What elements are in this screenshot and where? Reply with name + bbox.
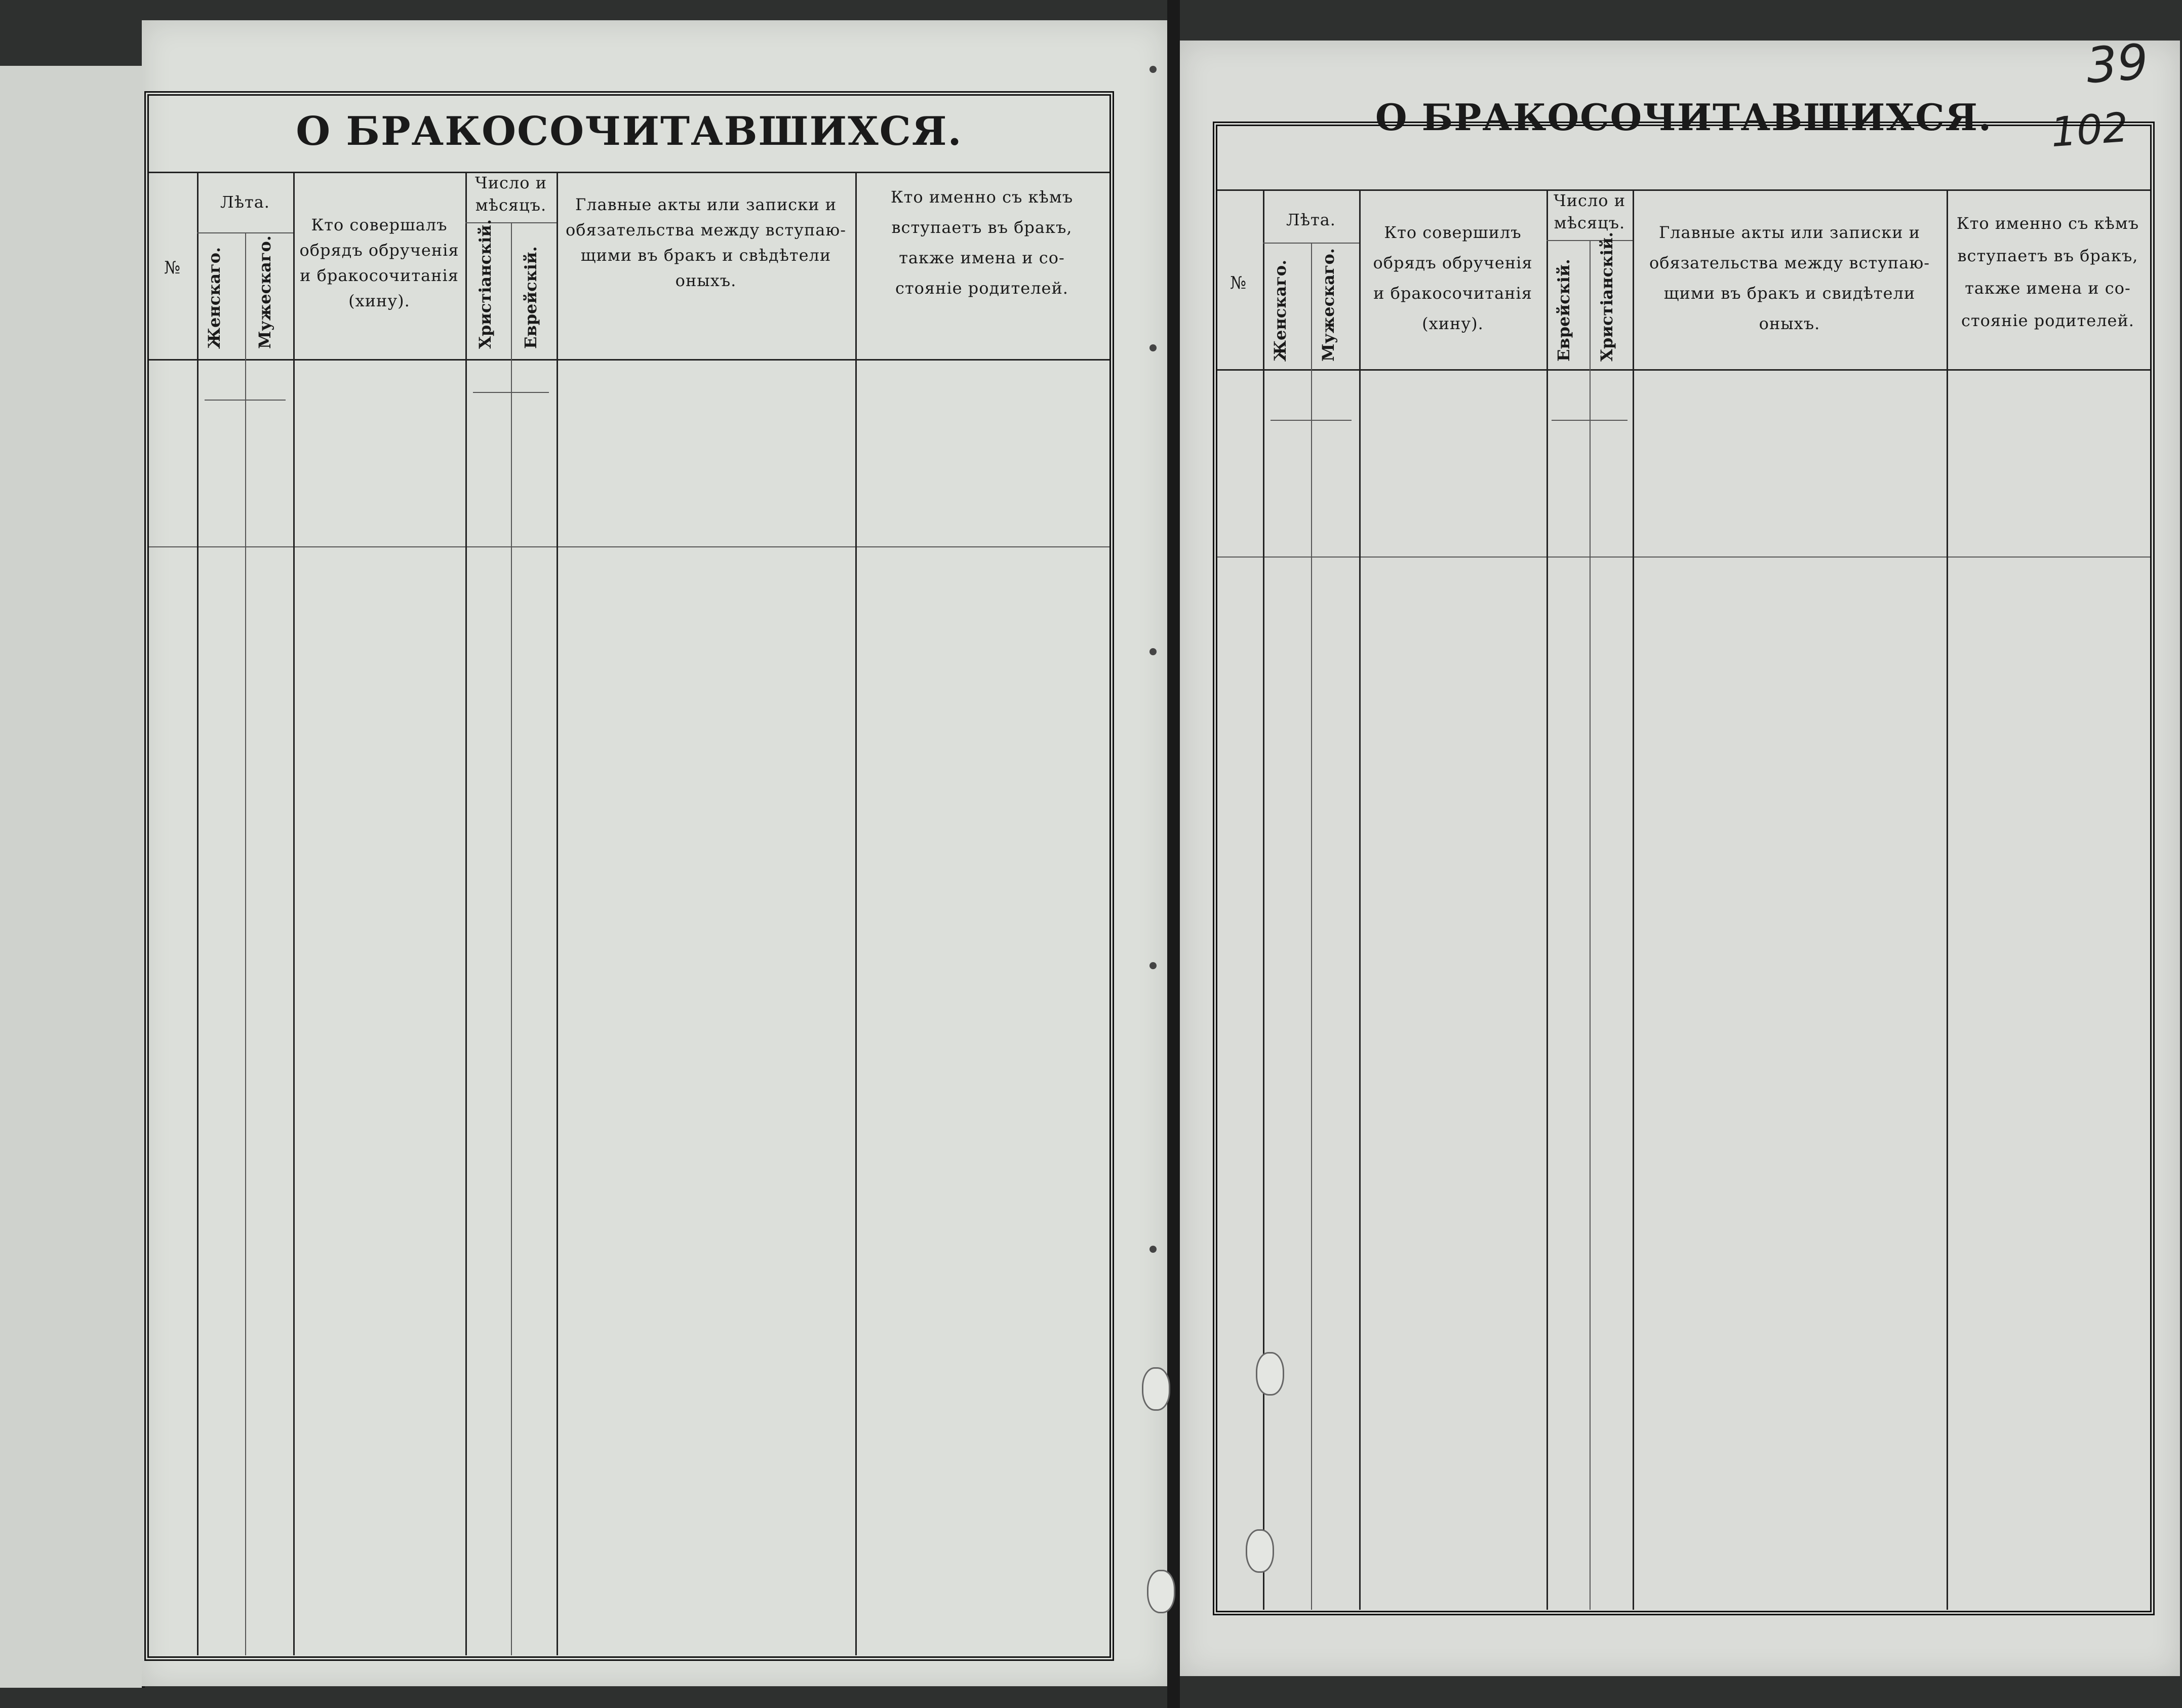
header-line: обязательства между вступаю- (1649, 253, 1930, 272)
col-line (465, 172, 467, 1655)
header-line: Число и (474, 173, 547, 192)
left-page-title: О БРАКОСОЧИТАВШИХСЯ. (296, 108, 963, 154)
col-line (1947, 189, 1948, 1610)
col-line (1263, 189, 1264, 1610)
title-rule (1217, 189, 2150, 191)
number-header: № (1230, 273, 1247, 293)
page-edge (96, 66, 130, 1688)
header-line: вступаетъ въ бракъ, (891, 218, 1073, 237)
col-line (293, 172, 295, 1655)
header-line: также имена и со- (1965, 279, 2131, 298)
spouses-header (855, 182, 1108, 303)
header-line: Число и (1553, 191, 1626, 210)
binding-hole (1147, 1570, 1175, 1613)
page-number-sub: 102 (2049, 103, 2130, 156)
speck (1149, 66, 1157, 73)
officiant-header (293, 212, 465, 313)
page-edge (66, 66, 99, 1688)
entry-dash (1552, 420, 1628, 421)
col-line (557, 172, 558, 1655)
col-line (1311, 243, 1312, 1610)
col-line (197, 172, 199, 1655)
header-line: Кто именно съ кѣмъ (890, 187, 1074, 207)
entry-dash (1271, 420, 1352, 421)
col-line (1633, 189, 1634, 1610)
date-header (1546, 189, 1633, 234)
right-table-frame (1213, 96, 2155, 1615)
page-edge (35, 66, 69, 1688)
header-line: (хину). (348, 291, 410, 310)
header-line: (хину). (1422, 314, 1484, 333)
jewish-date-header: Еврейскій. (521, 246, 540, 349)
sub-rule (197, 232, 293, 233)
left-page (142, 20, 1167, 1686)
col-line (1590, 240, 1591, 1610)
header-line: стояніе родителей. (895, 279, 1068, 298)
ages-header: Лѣта. (220, 192, 270, 212)
binding-hole (1246, 1529, 1274, 1573)
left-table-frame (144, 91, 1114, 1661)
female-header: Женскаго. (1271, 259, 1290, 362)
header-line: и бракосочитанія (1373, 284, 1532, 303)
page-edge (0, 66, 38, 1688)
binding-hole (1142, 1367, 1170, 1411)
header-line: оныхъ. (1759, 314, 1820, 333)
christian-date-header: Христіанскій. (1597, 231, 1616, 362)
header-line: Главные акты или записки и (1658, 223, 1921, 242)
sub-rule (1263, 243, 1359, 244)
speck (1149, 648, 1157, 655)
jewish-date-header: Еврейскій. (1554, 259, 1573, 362)
header-line: обрядъ обрученія (299, 241, 459, 260)
sub-rule (1546, 240, 1633, 241)
spouses-header (1947, 207, 2149, 337)
header-line: Кто именно съ кѣмъ (1956, 214, 2139, 233)
date-header (465, 172, 557, 216)
acts-header (557, 192, 855, 293)
col-line (1546, 189, 1548, 1610)
binding-hole (1256, 1352, 1284, 1396)
female-header: Женскаго. (205, 247, 224, 349)
header-line: обрядъ обрученія (1373, 253, 1533, 272)
header-line: также имена и со- (899, 248, 1065, 267)
row-rule (1217, 557, 2150, 558)
col-line (245, 232, 246, 1655)
number-header: № (164, 258, 181, 278)
right-page-title: О БРАКОСОЧИТАВШИХСЯ. (1375, 96, 1993, 139)
header-line: щими въ бракъ и свидѣтели (1663, 284, 1916, 303)
christian-date-header: Христіанскій. (475, 219, 495, 349)
header-line: вступаетъ въ бракъ, (1957, 246, 2138, 265)
entry-dash (205, 400, 286, 401)
header-line: мѣсяцъ. (475, 195, 547, 215)
header-line: и бракосочитанія (300, 266, 459, 285)
header-rule (1217, 369, 2150, 371)
col-line (855, 172, 857, 1655)
book-gutter (1167, 0, 1180, 1708)
header-line: оныхъ. (675, 271, 737, 290)
officiant-header (1359, 217, 1546, 339)
col-line (511, 222, 512, 1655)
col-line (1359, 189, 1361, 1610)
page-number-mark: 39 (2084, 33, 2150, 95)
male-header: Мужескаго. (255, 235, 274, 349)
acts-header (1633, 217, 1947, 339)
header-line: Главные акты или записки и (575, 195, 837, 214)
ages-header: Лѣта. (1286, 210, 1336, 229)
speck (1149, 344, 1157, 351)
header-line: щими въ бракъ и свѣдѣтели (580, 246, 831, 265)
header-line: мѣсяцъ. (1554, 213, 1625, 232)
header-line: стояніе родителей. (1961, 311, 2134, 330)
speck (1149, 1246, 1157, 1253)
header-line: Кто совершалъ (311, 215, 448, 234)
right-page (1180, 33, 2180, 1676)
header-line: Кто совершилъ (1384, 223, 1522, 242)
entry-dash (473, 392, 549, 393)
male-header: Мужескаго. (1319, 248, 1338, 362)
speck (1149, 962, 1157, 969)
header-line: обязательства между вступаю- (565, 220, 847, 240)
